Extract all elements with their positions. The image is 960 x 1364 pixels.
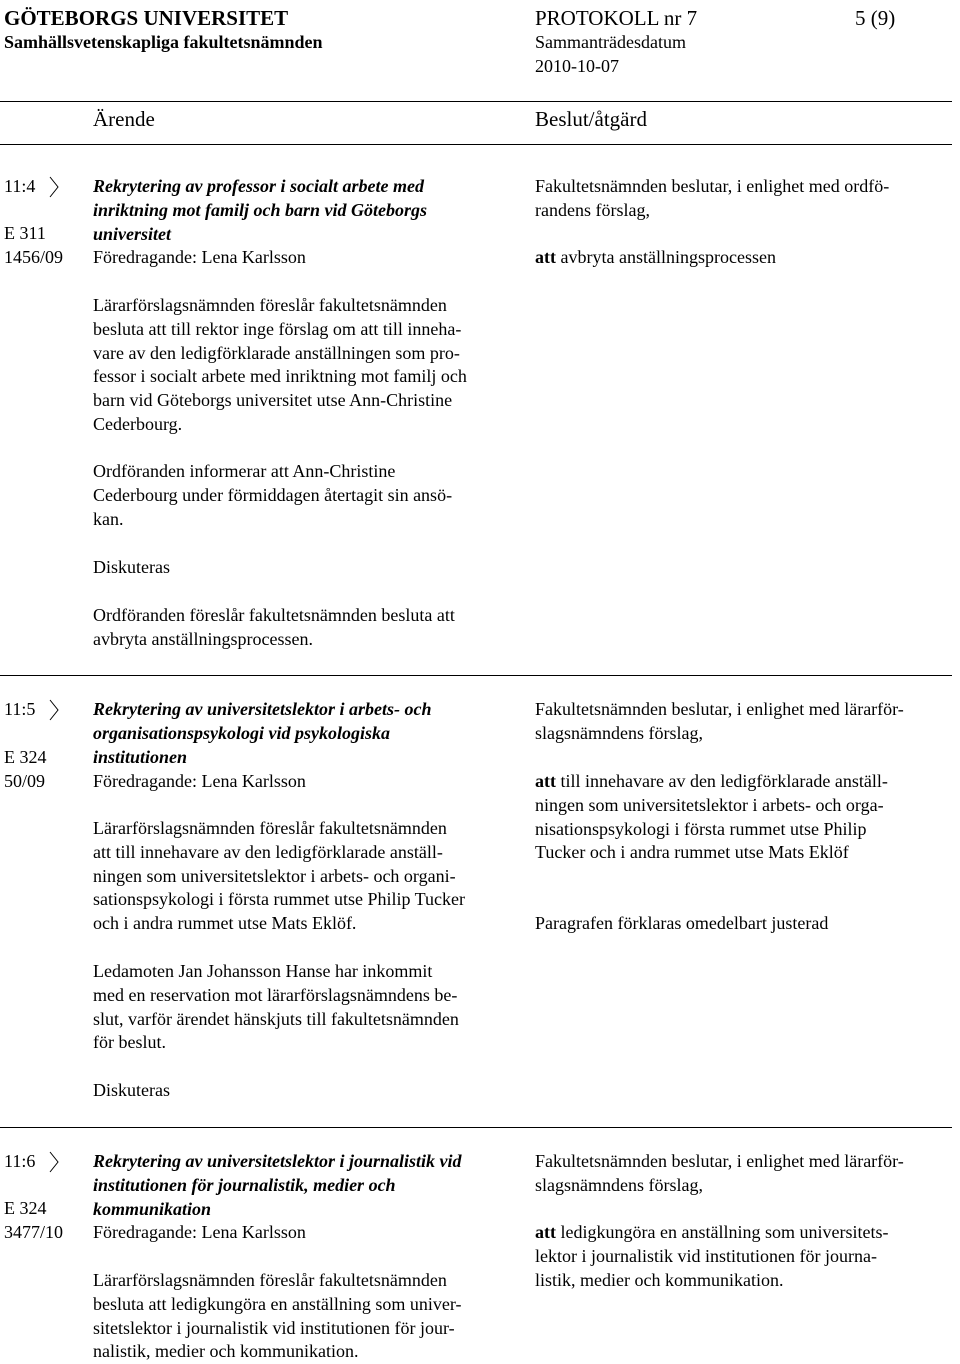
item-body-paragraph: Lärarförslagsnämnden föreslår fakultetsnämnden besluta att ledigkungöra en anställning som univer- sitetslektor i journalistik vid institutionen för jour- nalistik, medier och kommunikation. [93,1270,462,1362]
item-title: Rekrytering av universitetslektor i journalistik vid institutionen för journalistik, medier och kommunikation [93,1151,462,1219]
section-mark-icon [49,1151,59,1173]
decision-text: att till innehavare av den ledigförklarade anställ- ningen som universitetslektor i arbets- och orga- nisationspsykologi i första rummet utse Philip Tucker och i andra rummet utse Mats Eklöf [535,771,888,863]
meeting-date: 2010-10-07 [535,56,619,76]
item-divider [0,675,952,676]
decision-intro: Fakultetsnämnden beslutar, i enlighet med lärarför- slagsnämndens förslag, [535,699,904,743]
item-body-paragraph: Ordföranden informerar att Ann-Christine Cederbourg under förmiddagen återtagit sin ansö- kan. [93,461,453,529]
item-body-paragraph: Lärarförslagsnämnden föreslår fakultetsnämnden besluta att till rektor inge förslag om att till inneha- vare av den ledigförklarade anställningen som pro- fessor i socialt arbete med inriktning mot familj och barn vid Göteborgs universitet utse Ann-Christine Cederbourg. [93,295,467,434]
column-head-divider [0,144,952,145]
meeting-date-label: Sammanträdesdatum [535,32,686,52]
item-number: 11:5 [4,699,36,719]
decision-intro: Fakultetsnämnden beslutar, i enlighet med lärarför- slagsnämndens förslag, [535,1151,904,1195]
university-name: GÖTEBORGS UNIVERSITET [4,6,289,30]
decision-att-keyword: att [535,1222,556,1242]
item-diary-number: 1456/09 [4,247,64,267]
item-case-ref: E 324 [4,747,47,767]
column-head-matter: Ärende [93,107,155,131]
item-divider [0,1127,952,1128]
faculty-name: Samhällsvetenskapliga fakultetsnämnden [4,32,323,52]
protocol-number: PROTOKOLL nr 7 [535,6,698,30]
decision-text: att avbryta anställningsprocessen [535,247,776,267]
item-body-paragraph: Diskuteras [93,1080,170,1100]
item-diary-number: 50/09 [4,771,46,791]
item-diary-number: 3477/10 [4,1222,64,1242]
decision-att-keyword: att [535,247,556,267]
decision-att-keyword: att [535,771,556,791]
item-case-ref: E 311 [4,223,46,243]
item-presenter: Föredragande: Lena Karlsson [93,771,306,791]
header-divider [0,101,952,102]
decision-text: att ledigkungöra en anställning som universitets- lektor i journalistik vid institutionen för journa- listik, medier och kommunikation. [535,1222,889,1290]
item-title: Rekrytering av professor i socialt arbete med inriktning mot familj och barn vid Göteborgs universitet [93,176,428,244]
item-number: 11:4 [4,176,36,196]
decision-adjusted-note: Paragrafen förklaras omedelbart justerad [535,913,829,933]
item-body-paragraph: Ordföranden föreslår fakultetsnämnden besluta att avbryta anställningsprocessen. [93,605,455,649]
item-title: Rekrytering av universitetslektor i arbets- och organisationspsykologi vid psykologiska institutionen [93,699,432,767]
item-body-paragraph: Lärarförslagsnämnden föreslår fakultetsnämnden att till innehavare av den ledigförklarade anställ- ningen som universitetslektor i arbets- och organi- sationspsykologi i första rummet utse Philip Tucker och i andra rummet utse Mats Eklöf. [93,818,465,934]
item-body-paragraph: Ledamoten Jan Johansson Hanse har inkommit med en reservation mot lärarförslagsnämndens be- slut, varför ärendet hänskjuts till fakultetsnämnden för beslut. [93,961,459,1053]
column-head-decision: Beslut/åtgärd [535,107,647,131]
item-number: 11:6 [4,1151,36,1171]
item-case-ref: E 324 [4,1198,47,1218]
page-number: 5 (9) [855,6,896,30]
item-presenter: Föredragande: Lena Karlsson [93,1222,306,1242]
section-mark-icon [49,176,59,198]
decision-intro: Fakultetsnämnden beslutar, i enlighet med ordfö- randens förslag, [535,176,890,220]
section-mark-icon [49,699,59,721]
item-body-paragraph: Diskuteras [93,557,170,577]
item-presenter: Föredragande: Lena Karlsson [93,247,306,267]
